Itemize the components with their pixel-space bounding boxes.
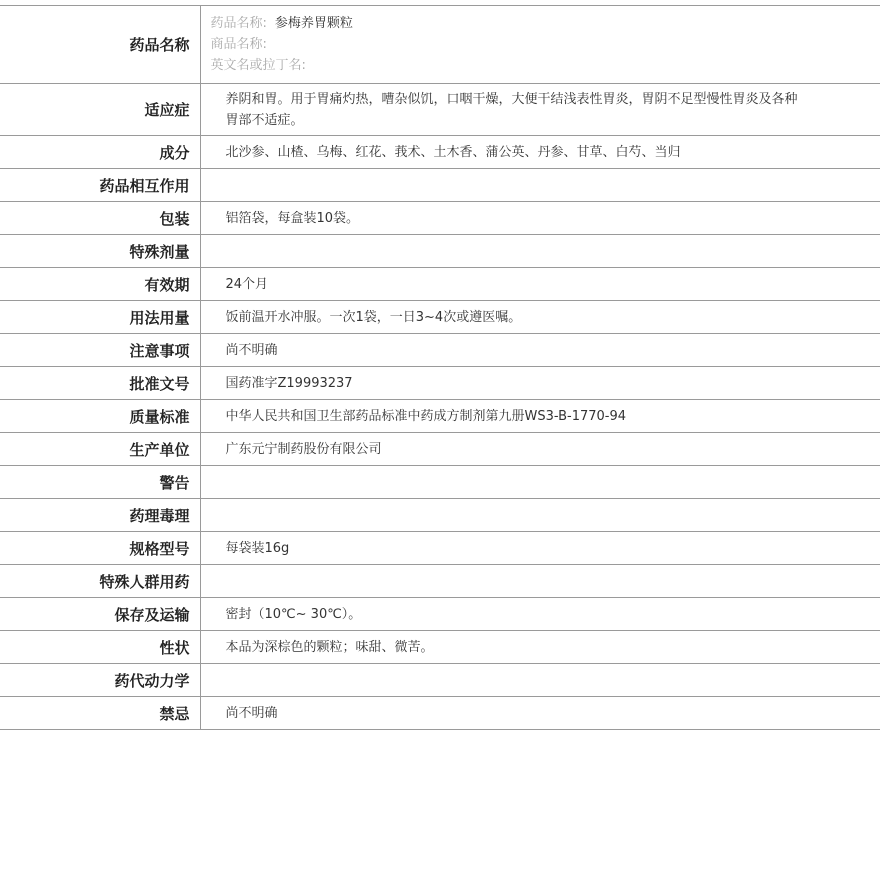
table-row bbox=[0, 367, 880, 400]
row-label: 用法用量 bbox=[0, 301, 200, 334]
table-row-drug-name bbox=[0, 6, 880, 84]
table-row bbox=[0, 235, 880, 268]
row-value: 尚不明确 bbox=[200, 334, 880, 367]
row-label: 批准文号 bbox=[0, 367, 200, 400]
table-row bbox=[0, 631, 880, 664]
row-value: 中华人民共和国卫生部药品标准中药成方制剂第九册WS3-B-1770-94 bbox=[200, 400, 880, 433]
row-label: 有效期 bbox=[0, 268, 200, 301]
row-value: 24个月 bbox=[200, 268, 880, 301]
generic-name-value: 参梅养胃颗粒 bbox=[274, 16, 353, 31]
row-value: 尚不明确 bbox=[200, 697, 880, 730]
row-value bbox=[200, 664, 880, 697]
row-label: 注意事项 bbox=[0, 334, 200, 367]
row-label: 规格型号 bbox=[0, 532, 200, 565]
drug-name-values bbox=[200, 6, 880, 84]
row-label: 警告 bbox=[0, 466, 200, 499]
latin-name-line bbox=[211, 55, 880, 76]
row-value bbox=[200, 466, 880, 499]
row-label: 禁忌 bbox=[0, 697, 200, 730]
row-value: 国药准字Z19993237 bbox=[200, 367, 880, 400]
row-value: 饭前温开水冲服。一次1袋，一日3~4次或遵医嘱。 bbox=[200, 301, 880, 334]
table-row bbox=[0, 565, 880, 598]
table-row bbox=[0, 697, 880, 730]
table-row bbox=[0, 301, 880, 334]
table-row bbox=[0, 202, 880, 235]
row-label: 药代动力学 bbox=[0, 664, 200, 697]
trade-name-key: 商品名称: bbox=[210, 37, 267, 52]
row-value bbox=[200, 565, 880, 598]
table-row bbox=[0, 136, 880, 169]
row-label: 性状 bbox=[0, 631, 200, 664]
generic-name-line bbox=[211, 13, 880, 34]
row-label: 包装 bbox=[0, 202, 200, 235]
table-row bbox=[0, 664, 880, 697]
row-label: 特殊人群用药 bbox=[0, 565, 200, 598]
row-value: 北沙参、山楂、乌梅、红花、莪术、土木香、蒲公英、丹参、甘草、白芍、当归 bbox=[200, 136, 880, 169]
row-label: 生产单位 bbox=[0, 433, 200, 466]
table-row bbox=[0, 598, 880, 631]
latin-name-key: 英文名或拉丁名: bbox=[210, 58, 306, 73]
row-label: 药理毒理 bbox=[0, 499, 200, 532]
row-value bbox=[200, 499, 880, 532]
table-row bbox=[0, 268, 880, 301]
row-label: 药品相互作用 bbox=[0, 169, 200, 202]
trade-name-line bbox=[211, 34, 880, 55]
row-value: 每袋装16g bbox=[200, 532, 880, 565]
table-row bbox=[0, 433, 880, 466]
table-row bbox=[0, 400, 880, 433]
row-value: 铝箔袋，每盒装10袋。 bbox=[200, 202, 880, 235]
row-label: 药品名称 bbox=[0, 6, 200, 84]
row-value: 密封（10℃~ 30℃）。 bbox=[200, 598, 880, 631]
table-row bbox=[0, 84, 880, 136]
table-row bbox=[0, 499, 880, 532]
row-label: 适应症 bbox=[0, 84, 200, 136]
drug-info-table bbox=[0, 5, 880, 730]
row-value bbox=[200, 235, 880, 268]
row-value: 养阴和胃。用于胃痛灼热，嘈杂似饥，口咽干燥，大便干结浅表性胃炎，胃阴不足型慢性胃炎及各种胃部不适症。 bbox=[200, 84, 880, 136]
row-label: 成分 bbox=[0, 136, 200, 169]
table-row bbox=[0, 532, 880, 565]
table-row bbox=[0, 334, 880, 367]
row-value: 本品为深棕色的颗粒；味甜、微苦。 bbox=[200, 631, 880, 664]
row-value: 广东元宁制药股份有限公司 bbox=[200, 433, 880, 466]
table-row bbox=[0, 169, 880, 202]
table-row bbox=[0, 466, 880, 499]
row-label: 特殊剂量 bbox=[0, 235, 200, 268]
generic-name-key: 药品名称: bbox=[210, 16, 267, 31]
row-label: 保存及运输 bbox=[0, 598, 200, 631]
row-label: 质量标准 bbox=[0, 400, 200, 433]
row-value bbox=[200, 169, 880, 202]
